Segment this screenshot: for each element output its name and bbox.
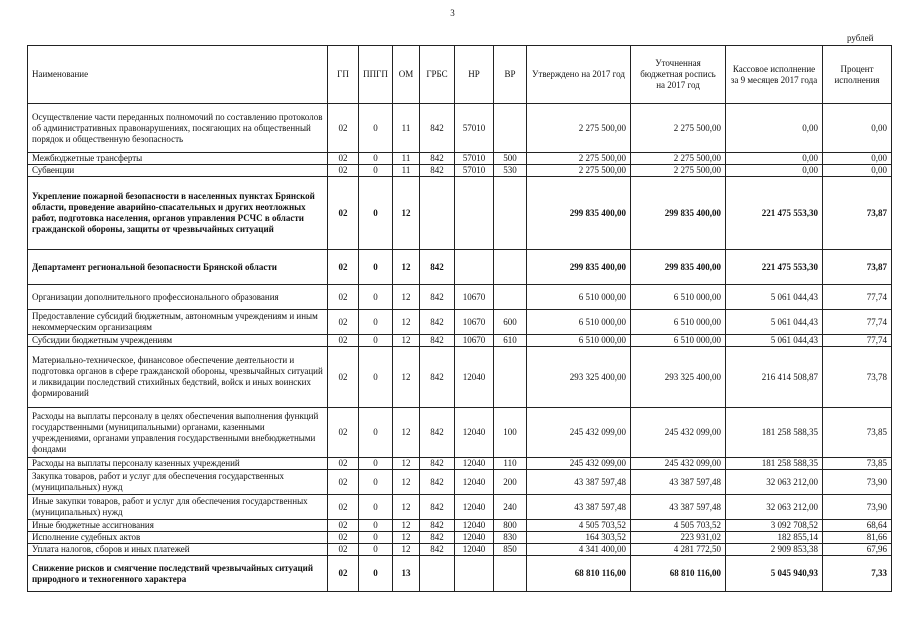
cell-executed: 221 475 553,30 (726, 250, 823, 285)
cell-percent: 73,90 (823, 495, 892, 520)
table-row (28, 250, 892, 285)
header-name: Наименование (28, 46, 328, 104)
cell-grbs: 842 (420, 544, 455, 556)
table-row (28, 458, 892, 470)
cell-percent: 7,33 (823, 556, 892, 592)
cell-vr: 100 (494, 408, 527, 458)
table-row (28, 104, 892, 153)
cell-specified: 245 432 099,00 (631, 408, 726, 458)
header-om: ОМ (393, 46, 420, 104)
cell-percent: 0,00 (823, 165, 892, 177)
cell-grbs: 842 (420, 520, 455, 532)
header-ppgp: ППГП (359, 46, 393, 104)
cell-om: 12 (393, 285, 420, 310)
table-row (28, 532, 892, 544)
cell-name: Иные закупки товаров, работ и услуг для обеспечения государственных (муниципальных) нужд (28, 495, 328, 520)
cell-grbs: 842 (420, 285, 455, 310)
cell-specified: 2 275 500,00 (631, 165, 726, 177)
cell-approved: 43 387 597,48 (527, 470, 631, 495)
cell-om: 12 (393, 335, 420, 347)
cell-np: 12040 (455, 495, 494, 520)
cell-percent: 0,00 (823, 104, 892, 153)
cell-executed: 2 909 853,38 (726, 544, 823, 556)
cell-approved: 68 810 116,00 (527, 556, 631, 592)
cell-np: 12040 (455, 408, 494, 458)
cell-percent: 81,66 (823, 532, 892, 544)
header-grbs: ГРБС (420, 46, 455, 104)
cell-percent: 67,96 (823, 544, 892, 556)
table-row (28, 408, 892, 458)
cell-np: 10670 (455, 285, 494, 310)
cell-name: Закупка товаров, работ и услуг для обеспечения государственных (муниципальных) нужд (28, 470, 328, 495)
cell-gp: 02 (328, 165, 359, 177)
cell-name: Иные бюджетные ассигнования (28, 520, 328, 532)
cell-grbs (420, 177, 455, 250)
cell-gp: 02 (328, 532, 359, 544)
cell-grbs: 842 (420, 250, 455, 285)
cell-gp: 02 (328, 495, 359, 520)
cell-name: Расходы на выплаты персоналу в целях обеспечения выполнения функций государственными (муниципальными) органами, казенными учреждениями, органами управления государственными внебюджетными фондами (28, 408, 328, 458)
cell-specified: 4 505 703,52 (631, 520, 726, 532)
cell-om: 12 (393, 544, 420, 556)
cell-executed: 3 092 708,52 (726, 520, 823, 532)
cell-om: 12 (393, 470, 420, 495)
page-number: 3 (450, 8, 455, 18)
cell-ppgp: 0 (359, 177, 393, 250)
cell-vr (494, 556, 527, 592)
cell-np: 57010 (455, 153, 494, 165)
cell-gp: 02 (328, 520, 359, 532)
cell-executed: 5 045 940,93 (726, 556, 823, 592)
cell-om: 12 (393, 250, 420, 285)
table-row (28, 285, 892, 310)
cell-percent: 68,64 (823, 520, 892, 532)
cell-specified: 299 835 400,00 (631, 177, 726, 250)
cell-ppgp: 0 (359, 544, 393, 556)
cell-approved: 299 835 400,00 (527, 250, 631, 285)
cell-executed: 181 258 588,35 (726, 458, 823, 470)
cell-vr (494, 250, 527, 285)
table-row (28, 544, 892, 556)
header-specified: Уточненная бюджетная роспись на 2017 год (631, 46, 726, 104)
cell-name: Предоставление субсидий бюджетным, автономным учреждениям и иным некоммерческим организациям (28, 310, 328, 335)
cell-executed: 216 414 508,87 (726, 347, 823, 408)
cell-vr: 850 (494, 544, 527, 556)
table-header-row (28, 46, 892, 104)
cell-grbs: 842 (420, 347, 455, 408)
cell-approved: 4 505 703,52 (527, 520, 631, 532)
cell-grbs: 842 (420, 470, 455, 495)
cell-executed: 32 063 212,00 (726, 470, 823, 495)
cell-specified: 299 835 400,00 (631, 250, 726, 285)
cell-gp: 02 (328, 408, 359, 458)
cell-executed: 5 061 044,43 (726, 310, 823, 335)
table-row (28, 177, 892, 250)
cell-ppgp: 0 (359, 285, 393, 310)
table-row (28, 165, 892, 177)
cell-executed: 181 258 588,35 (726, 408, 823, 458)
cell-ppgp: 0 (359, 495, 393, 520)
cell-np: 10670 (455, 335, 494, 347)
cell-np: 12040 (455, 470, 494, 495)
cell-vr: 610 (494, 335, 527, 347)
cell-ppgp: 0 (359, 335, 393, 347)
cell-om: 12 (393, 177, 420, 250)
cell-np: 57010 (455, 104, 494, 153)
table-row (28, 335, 892, 347)
table-row (28, 520, 892, 532)
budget-table (27, 45, 892, 592)
table-row (28, 310, 892, 335)
table-row (28, 495, 892, 520)
cell-ppgp: 0 (359, 165, 393, 177)
cell-ppgp: 0 (359, 556, 393, 592)
cell-percent: 73,85 (823, 458, 892, 470)
cell-np (455, 250, 494, 285)
cell-gp: 02 (328, 104, 359, 153)
cell-approved: 299 835 400,00 (527, 177, 631, 250)
cell-specified: 43 387 597,48 (631, 495, 726, 520)
cell-grbs: 842 (420, 310, 455, 335)
cell-specified: 6 510 000,00 (631, 335, 726, 347)
cell-om: 12 (393, 458, 420, 470)
cell-om: 12 (393, 347, 420, 408)
cell-om: 12 (393, 495, 420, 520)
cell-vr (494, 347, 527, 408)
cell-approved: 6 510 000,00 (527, 335, 631, 347)
cell-np: 12040 (455, 347, 494, 408)
cell-ppgp: 0 (359, 408, 393, 458)
header-approved: Утверждено на 2017 год (527, 46, 631, 104)
cell-name: Исполнение судебных актов (28, 532, 328, 544)
cell-executed: 5 061 044,43 (726, 285, 823, 310)
cell-vr: 830 (494, 532, 527, 544)
cell-ppgp: 0 (359, 310, 393, 335)
cell-om: 12 (393, 532, 420, 544)
cell-gp: 02 (328, 335, 359, 347)
cell-percent: 77,74 (823, 285, 892, 310)
cell-percent: 77,74 (823, 335, 892, 347)
cell-name: Межбюджетные трансферты (28, 153, 328, 165)
cell-approved: 2 275 500,00 (527, 165, 631, 177)
cell-grbs: 842 (420, 335, 455, 347)
cell-ppgp: 0 (359, 532, 393, 544)
cell-vr (494, 104, 527, 153)
cell-grbs: 842 (420, 104, 455, 153)
table-row (28, 347, 892, 408)
cell-ppgp: 0 (359, 347, 393, 408)
cell-executed: 0,00 (726, 165, 823, 177)
cell-specified: 2 275 500,00 (631, 153, 726, 165)
cell-vr: 200 (494, 470, 527, 495)
cell-approved: 2 275 500,00 (527, 104, 631, 153)
header-vr: ВР (494, 46, 527, 104)
cell-name: Организации дополнительного профессионального образования (28, 285, 328, 310)
cell-vr: 800 (494, 520, 527, 532)
cell-ppgp: 0 (359, 470, 393, 495)
cell-gp: 02 (328, 470, 359, 495)
cell-gp: 02 (328, 177, 359, 250)
cell-name: Материально-техническое, финансовое обеспечение деятельности и подготовка органов в сфере гражданской обороны, чрезвычайных ситуаций и ликвидации последствий стихийных бедствий, войск и иных воинских формирований (28, 347, 328, 408)
cell-vr: 240 (494, 495, 527, 520)
cell-ppgp: 0 (359, 458, 393, 470)
cell-om: 11 (393, 153, 420, 165)
cell-gp: 02 (328, 556, 359, 592)
cell-np: 12040 (455, 520, 494, 532)
header-executed: Кассовое исполнение за 9 месяцев 2017 года (726, 46, 823, 104)
cell-percent: 0,00 (823, 153, 892, 165)
cell-executed: 0,00 (726, 104, 823, 153)
cell-ppgp: 0 (359, 153, 393, 165)
table-row (28, 470, 892, 495)
units-label: рублей (847, 33, 874, 43)
table-row (28, 556, 892, 592)
cell-percent: 73,87 (823, 177, 892, 250)
cell-name: Снижение рисков и смягчение последствий чрезвычайных ситуаций природного и техногенного характера (28, 556, 328, 592)
cell-approved: 6 510 000,00 (527, 310, 631, 335)
cell-specified: 245 432 099,00 (631, 458, 726, 470)
cell-np: 12040 (455, 458, 494, 470)
cell-grbs (420, 556, 455, 592)
cell-np: 10670 (455, 310, 494, 335)
cell-approved: 6 510 000,00 (527, 285, 631, 310)
cell-ppgp: 0 (359, 104, 393, 153)
cell-np: 12040 (455, 532, 494, 544)
cell-percent: 73,90 (823, 470, 892, 495)
cell-gp: 02 (328, 347, 359, 408)
table-row (28, 153, 892, 165)
cell-gp: 02 (328, 250, 359, 285)
cell-grbs: 842 (420, 532, 455, 544)
cell-vr: 500 (494, 153, 527, 165)
cell-gp: 02 (328, 544, 359, 556)
cell-specified: 2 275 500,00 (631, 104, 726, 153)
header-np: НР (455, 46, 494, 104)
cell-grbs: 842 (420, 495, 455, 520)
cell-grbs: 842 (420, 153, 455, 165)
cell-executed: 32 063 212,00 (726, 495, 823, 520)
header-gp: ГП (328, 46, 359, 104)
cell-ppgp: 0 (359, 520, 393, 532)
cell-name: Осуществление части переданных полномочий по составлению протоколов об административных правонарушениях, посягающих на общественный порядок и общественную безопасность (28, 104, 328, 153)
cell-gp: 02 (328, 153, 359, 165)
cell-percent: 73,78 (823, 347, 892, 408)
cell-approved: 43 387 597,48 (527, 495, 631, 520)
cell-np: 12040 (455, 544, 494, 556)
cell-vr: 530 (494, 165, 527, 177)
cell-approved: 164 303,52 (527, 532, 631, 544)
header-percent: Процент исполнения (823, 46, 892, 104)
cell-percent: 73,85 (823, 408, 892, 458)
cell-vr: 110 (494, 458, 527, 470)
cell-om: 11 (393, 165, 420, 177)
cell-specified: 223 931,02 (631, 532, 726, 544)
cell-grbs: 842 (420, 165, 455, 177)
cell-gp: 02 (328, 310, 359, 335)
cell-om: 12 (393, 520, 420, 532)
cell-np: 57010 (455, 165, 494, 177)
cell-approved: 2 275 500,00 (527, 153, 631, 165)
cell-approved: 245 432 099,00 (527, 408, 631, 458)
cell-percent: 77,74 (823, 310, 892, 335)
cell-specified: 293 325 400,00 (631, 347, 726, 408)
cell-om: 12 (393, 408, 420, 458)
cell-vr (494, 177, 527, 250)
cell-executed: 0,00 (726, 153, 823, 165)
cell-om: 12 (393, 310, 420, 335)
cell-name: Укрепление пожарной безопасности в населенных пунктах Брянской области, проведение аварийно-спасательных и других неотложных работ, подготовка населения, органов управления РСЧС в области гражданской обороны, защиты от чрезвычайных ситуаций (28, 177, 328, 250)
cell-np (455, 556, 494, 592)
cell-approved: 293 325 400,00 (527, 347, 631, 408)
cell-approved: 4 341 400,00 (527, 544, 631, 556)
cell-grbs: 842 (420, 408, 455, 458)
cell-gp: 02 (328, 285, 359, 310)
cell-name: Расходы на выплаты персоналу казенных учреждений (28, 458, 328, 470)
cell-specified: 6 510 000,00 (631, 310, 726, 335)
cell-om: 13 (393, 556, 420, 592)
cell-executed: 5 061 044,43 (726, 335, 823, 347)
cell-vr (494, 285, 527, 310)
cell-name: Уплата налогов, сборов и иных платежей (28, 544, 328, 556)
cell-specified: 4 281 772,50 (631, 544, 726, 556)
cell-name: Субвенции (28, 165, 328, 177)
cell-name: Департамент региональной безопасности Брянской области (28, 250, 328, 285)
cell-executed: 221 475 553,30 (726, 177, 823, 250)
cell-executed: 182 855,14 (726, 532, 823, 544)
cell-specified: 6 510 000,00 (631, 285, 726, 310)
cell-grbs: 842 (420, 458, 455, 470)
cell-om: 11 (393, 104, 420, 153)
cell-np (455, 177, 494, 250)
cell-ppgp: 0 (359, 250, 393, 285)
cell-specified: 68 810 116,00 (631, 556, 726, 592)
cell-vr: 600 (494, 310, 527, 335)
cell-approved: 245 432 099,00 (527, 458, 631, 470)
cell-name: Субсидии бюджетным учреждениям (28, 335, 328, 347)
cell-specified: 43 387 597,48 (631, 470, 726, 495)
cell-gp: 02 (328, 458, 359, 470)
cell-percent: 73,87 (823, 250, 892, 285)
